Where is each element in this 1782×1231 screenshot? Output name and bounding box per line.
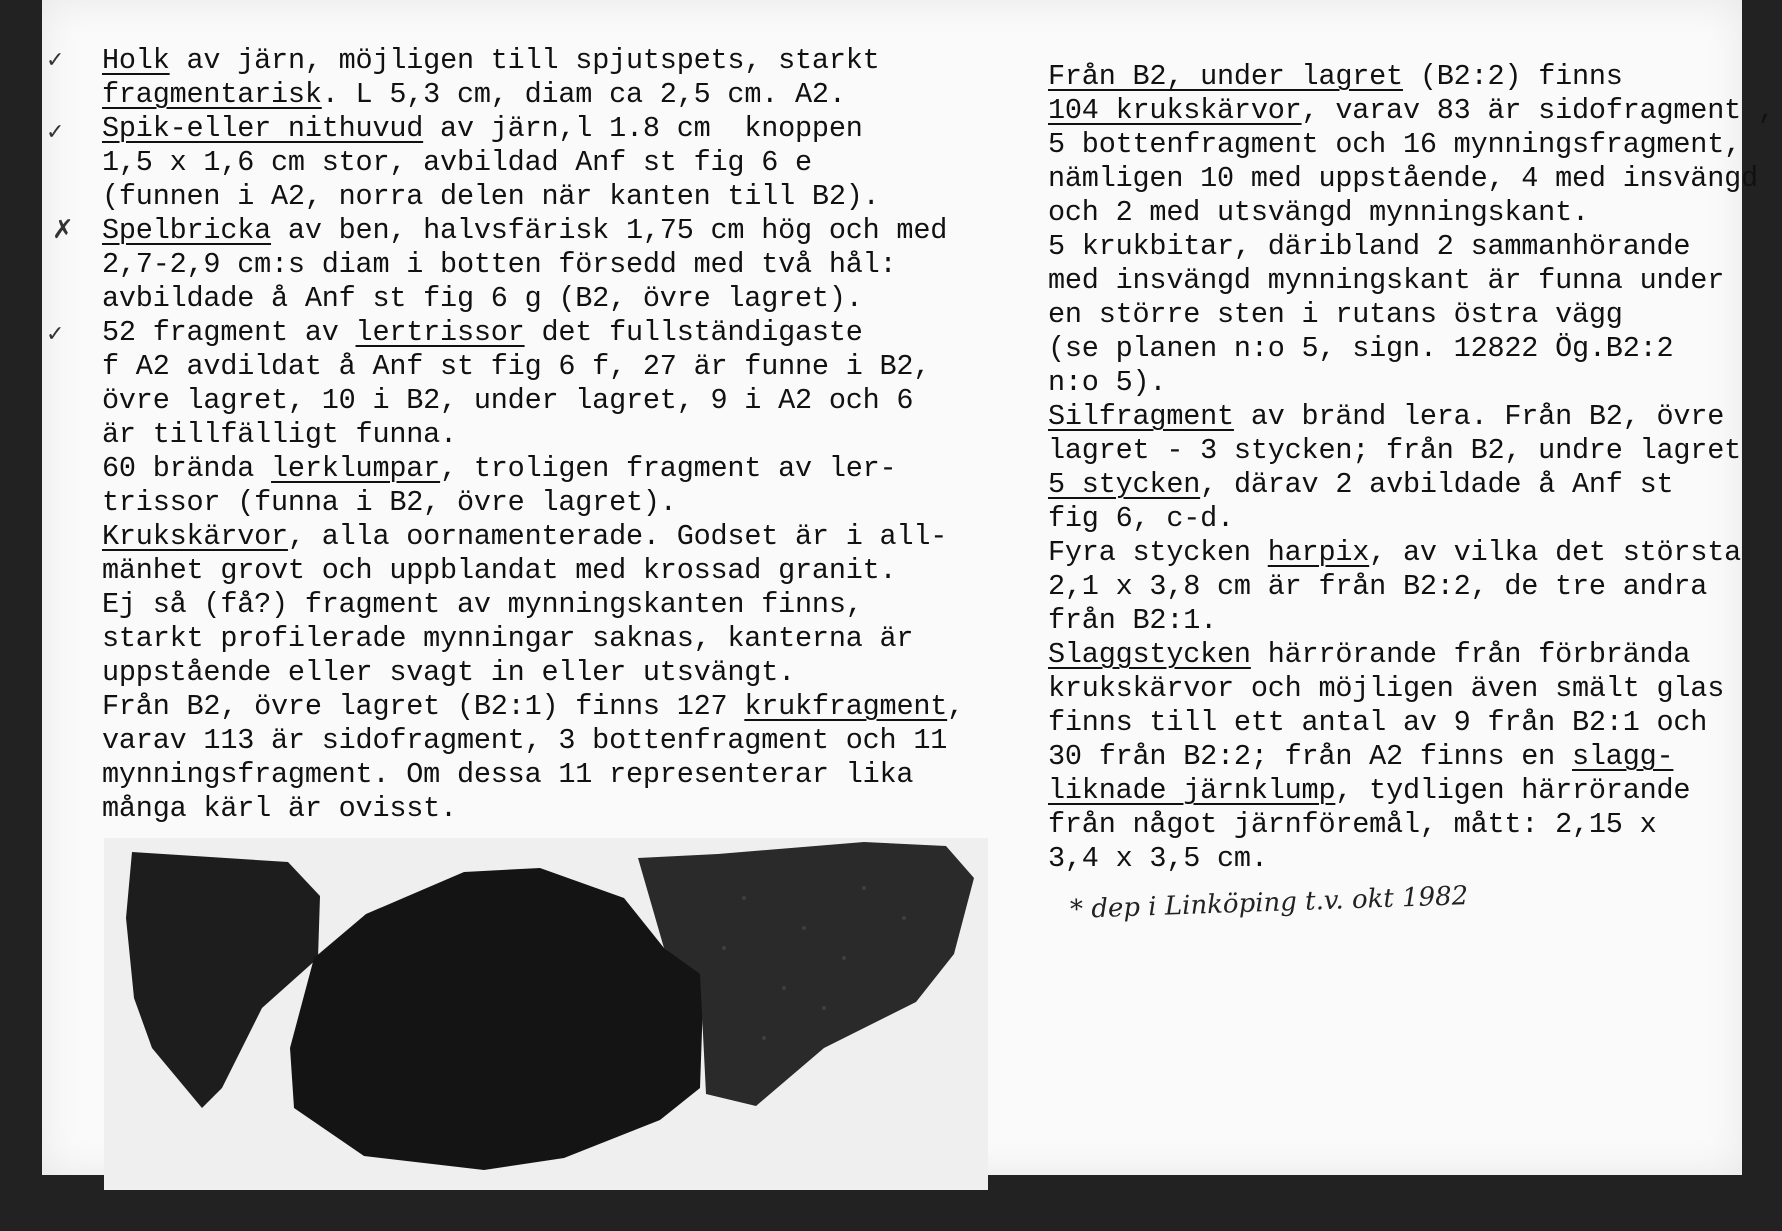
- underlined-term: Spik-eller nithuvud: [102, 112, 424, 145]
- line-text: , av vilka det största: [1369, 536, 1742, 569]
- left-text-column: [102, 44, 964, 826]
- text-line: [1048, 298, 1775, 332]
- text-line: [1048, 196, 1775, 230]
- text-line: [1048, 672, 1775, 706]
- line-text: och 2 med utsvängd mynningskant.: [1048, 196, 1589, 229]
- text-line: [1048, 638, 1775, 672]
- line-text: (funnen i A2, norra delen när kanten till B2).: [102, 180, 880, 213]
- text-line: [102, 520, 964, 554]
- underlined-term: harpix: [1267, 536, 1370, 569]
- text-line: [102, 282, 964, 316]
- text-line: [102, 792, 964, 826]
- text-line: [1048, 774, 1775, 808]
- text-line: [102, 554, 964, 588]
- line-text: , tydligen härrörande: [1335, 774, 1691, 807]
- line-text: nämligen 10 med uppstående, 4 med insvängd: [1048, 162, 1758, 195]
- text-line: [102, 146, 964, 180]
- text-line: [102, 622, 964, 656]
- line-text: 1,5 x 1,6 cm stor, avbildad Anf st fig 6 e: [102, 146, 812, 179]
- text-line: [1048, 740, 1775, 774]
- line-text: 2,7-2,9 cm:s diam i botten försedd med två hål:: [102, 248, 897, 281]
- line-text: många kärl är ovisst.: [102, 792, 457, 825]
- text-line: [102, 588, 964, 622]
- line-text: f A2 avdildat å Anf st fig 6 f, 27 är funne i B2,: [102, 350, 931, 383]
- line-text: , alla oornamenterade. Godset är i all-: [287, 520, 948, 553]
- text-line: [1048, 400, 1775, 434]
- line-text: varav 113 är sidofragment, 3 bottenfragment och 11: [102, 724, 948, 757]
- cross-mark-icon: ✗: [52, 215, 74, 245]
- line-text: av järn, möjligen till spjutspets, starkt: [169, 44, 880, 77]
- text-line: [102, 724, 964, 758]
- underlined-term: fragmentarisk: [102, 78, 322, 111]
- text-line: [102, 316, 964, 350]
- text-line: [102, 248, 964, 282]
- line-text: (B2:2) finns: [1402, 60, 1623, 93]
- line-text: av ben, halvsfärisk 1,75 cm hög och med: [271, 214, 948, 247]
- text-line: [1048, 604, 1775, 638]
- underlined-term: lertrissor: [355, 316, 525, 349]
- line-text: av bränd lera. Från B2, övre: [1233, 400, 1725, 433]
- text-line: [1048, 264, 1775, 298]
- line-text: finns till ett antal av 9 från B2:1 och: [1048, 706, 1708, 739]
- underlined-term: Silfragment: [1048, 400, 1234, 433]
- line-text: Fyra stycken: [1048, 536, 1268, 569]
- text-line: [1048, 332, 1775, 366]
- line-text: mynningsfragment. Om dessa 11 representerar lika: [102, 758, 914, 791]
- line-text: Från B2, övre lagret (B2:1) finns 127: [102, 690, 745, 723]
- text-line: [1048, 468, 1775, 502]
- text-line: [1048, 502, 1775, 536]
- text-line: [1048, 808, 1775, 842]
- underlined-term: Holk: [102, 44, 170, 77]
- line-text: fig 6, c-d.: [1048, 502, 1234, 535]
- handwritten-note: * dep i Linköping t.v. okt 1982: [1069, 881, 1469, 925]
- text-line: [102, 112, 964, 146]
- text-line: [102, 78, 964, 112]
- check-mark-icon: ✓: [46, 322, 65, 347]
- line-text: krukskärvor och möjligen även smält glas: [1048, 672, 1725, 705]
- line-text: n:o 5).: [1048, 366, 1167, 399]
- line-text: med insvängd mynningskant är funna under: [1048, 264, 1725, 297]
- text-line: [102, 418, 964, 452]
- pottery-sherds-photo: [104, 838, 988, 1190]
- text-line: [1048, 60, 1775, 94]
- line-text: , varav 83 är sidofragment ,: [1301, 94, 1775, 127]
- line-text: , troligen fragment av ler-: [440, 452, 897, 485]
- line-text: starkt profilerade mynningar saknas, kanterna är: [102, 622, 914, 655]
- line-text: lagret - 3 stycken; från B2, undre lagret: [1048, 434, 1742, 467]
- text-line: [102, 690, 964, 724]
- line-text: 3,4 x 3,5 cm.: [1048, 842, 1268, 875]
- underlined-term: krukfragment: [744, 690, 948, 723]
- line-text: . L 5,3 cm, diam ca 2,5 cm. A2.: [321, 78, 846, 111]
- line-text: är tillfälligt funna.: [102, 418, 457, 451]
- text-line: [102, 758, 964, 792]
- underlined-term: lerklumpar: [271, 452, 441, 485]
- text-line: [102, 384, 964, 418]
- line-text: 2,1 x 3,8 cm är från B2:2, de tre andra: [1048, 570, 1708, 603]
- text-line: [1048, 536, 1775, 570]
- text-line: [1048, 162, 1775, 196]
- line-text: trissor (funna i B2, övre lagret).: [102, 486, 677, 519]
- text-line: [1048, 706, 1775, 740]
- text-line: [102, 214, 964, 248]
- line-text: från B2:1.: [1048, 604, 1218, 637]
- pottery-sherds-image: [104, 838, 988, 1190]
- line-text: härrörande från förbrända: [1250, 638, 1691, 671]
- text-line: [102, 486, 964, 520]
- underlined-term: Slaggstycken: [1048, 638, 1251, 671]
- text-line: [1048, 434, 1775, 468]
- line-text: 30 från B2:2; från A2 finns en: [1048, 740, 1572, 773]
- text-line: [102, 350, 964, 384]
- line-text: (se planen n:o 5, sign. 12822 Ög.B2:2: [1048, 332, 1674, 365]
- line-text: 52 fragment av: [102, 316, 356, 349]
- underlined-term: Krukskärvor: [102, 520, 288, 553]
- right-text-column: [1048, 60, 1775, 876]
- text-line: [1048, 94, 1775, 128]
- underlined-term: Spelbricka: [102, 214, 272, 247]
- line-text: det fullständigaste: [524, 316, 863, 349]
- line-text: 5 krukbitar, däribland 2 sammanhörande: [1048, 230, 1691, 263]
- line-text: uppstående eller svagt in eller utsvängt.: [102, 656, 796, 689]
- line-text: av järn,l 1.8 cm knoppen: [423, 112, 863, 145]
- line-text: ,: [947, 690, 965, 723]
- underlined-term: Från B2, under lagret: [1048, 60, 1403, 93]
- line-text: Ej så (få?) fragment av mynningskanten finns,: [102, 588, 863, 621]
- line-text: en större sten i rutans östra vägg: [1048, 298, 1623, 331]
- line-text: 60 brända: [102, 452, 272, 485]
- text-line: [102, 44, 964, 78]
- check-mark-icon: ✓: [46, 120, 65, 145]
- line-text: mänhet grovt och uppblandat med krossad granit.: [102, 554, 897, 587]
- underlined-term: 104 krukskärvor: [1048, 94, 1302, 127]
- text-line: [102, 452, 964, 486]
- line-text: avbildade å Anf st fig 6 g (B2, övre lagret).: [102, 282, 863, 315]
- text-line: [102, 180, 964, 214]
- text-line: [102, 656, 964, 690]
- text-line: [1048, 366, 1775, 400]
- line-text: 5 bottenfragment och 16 mynningsfragment,: [1048, 128, 1742, 161]
- check-mark-icon: ✓: [46, 48, 65, 73]
- underlined-term: 5 stycken: [1048, 468, 1201, 501]
- underlined-term: liknade järnklump: [1048, 774, 1336, 807]
- line-text: , därav 2 avbildade å Anf st: [1200, 468, 1674, 501]
- text-line: [1048, 842, 1775, 876]
- line-text: övre lagret, 10 i B2, under lagret, 9 i A2 och 6: [102, 384, 914, 417]
- text-line: [1048, 128, 1775, 162]
- text-line: [1048, 570, 1775, 604]
- underlined-term: slagg-: [1572, 740, 1674, 773]
- text-line: [1048, 230, 1775, 264]
- line-text: från något järnföremål, mått: 2,15 x: [1048, 808, 1657, 841]
